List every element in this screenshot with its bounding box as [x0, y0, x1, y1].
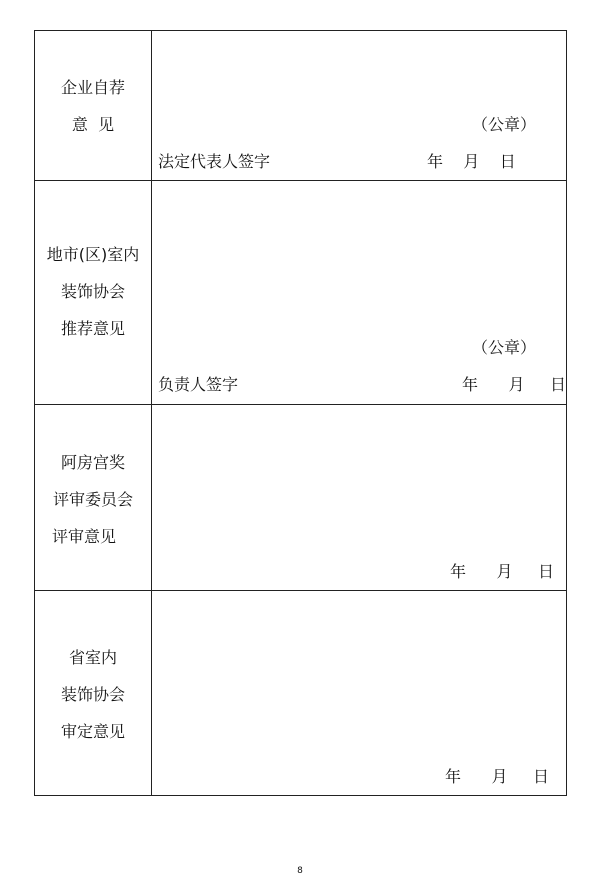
- row-jury-opinion: [35, 405, 566, 591]
- date-label: 年 月 日: [450, 562, 554, 581]
- official-seal-label: （公章）: [472, 115, 537, 134]
- row-enterprise-opinion: [35, 31, 566, 181]
- official-seal-label: （公章）: [472, 338, 537, 357]
- label-cell-enterprise: [35, 31, 152, 180]
- approval-form-table: [34, 30, 567, 796]
- row-label-line: 评审委员会: [52, 490, 133, 509]
- row-label-line: 地市(区)室内: [46, 245, 140, 264]
- row-label-line: 阿房宫奖: [60, 453, 125, 472]
- label-cell-provincial-association: [35, 591, 152, 795]
- page-number: 8: [297, 866, 303, 876]
- label-cell-city-association: [35, 181, 152, 404]
- signature-label: 法定代表人签字: [158, 152, 271, 171]
- opinion-area-provincial-association[interactable]: [152, 591, 566, 795]
- date-label: 年 月 日: [427, 152, 516, 171]
- row-label-line: 意 见: [71, 115, 115, 134]
- signature-label: 负责人签字: [158, 375, 239, 394]
- opinion-area-enterprise[interactable]: [152, 31, 566, 180]
- row-label-line: 推荐意见: [60, 319, 125, 338]
- row-city-association-opinion: [35, 181, 566, 405]
- opinion-area-jury[interactable]: [152, 405, 566, 590]
- row-label-line: 装饰协会: [60, 282, 125, 301]
- row-provincial-association-opinion: [35, 591, 566, 795]
- row-label-line: 评审意见: [52, 527, 117, 546]
- label-cell-jury: [35, 405, 152, 590]
- row-label-line: 企业自荐: [60, 78, 125, 97]
- row-label-line: 省室内: [68, 648, 117, 667]
- opinion-area-city-association[interactable]: [152, 181, 566, 404]
- date-label: 年 月 日: [445, 767, 549, 786]
- row-label-line: 装饰协会: [60, 685, 125, 704]
- date-label: 年 月 日: [462, 375, 566, 394]
- row-label-line: 审定意见: [60, 722, 125, 741]
